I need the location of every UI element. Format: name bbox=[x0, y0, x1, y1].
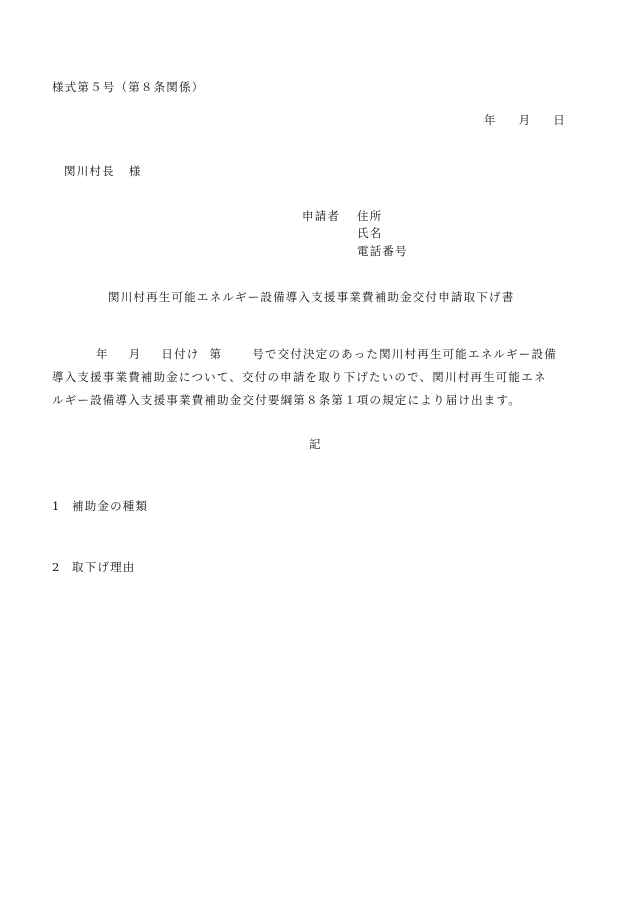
list-item bbox=[52, 562, 136, 574]
addressee-name: 関川村長 bbox=[64, 164, 115, 178]
item-number: 1 bbox=[52, 499, 61, 513]
item-label: 取下げ理由 bbox=[72, 560, 136, 574]
body-dai: 第 bbox=[209, 347, 223, 361]
item-number: 2 bbox=[52, 560, 61, 574]
body-paragraph bbox=[52, 343, 572, 412]
applicant-phone-label: 電話番号 bbox=[357, 244, 408, 258]
list-item bbox=[52, 501, 148, 513]
document-title: 関川村再生可能エネルギー設備導入支援事業費補助金交付申請取下げ書 bbox=[108, 290, 515, 304]
body-line-2: 導入支援事業費補助金について、交付の申請を取り下げたいので、関川村再生可能エネ bbox=[52, 370, 547, 384]
addressee bbox=[64, 166, 142, 178]
body-line-3: ルギー設備導入支援事業費補助金交付要綱第８条第１項の規定により届け出ます。 bbox=[52, 393, 521, 407]
applicant-label: 申請者 bbox=[302, 209, 341, 223]
body-year: 年 bbox=[96, 347, 109, 361]
applicant-address-label: 住所 bbox=[357, 209, 383, 223]
ki-heading: 記 bbox=[309, 437, 322, 451]
addressee-honorific: 様 bbox=[128, 164, 142, 178]
body-line-1-rest: 号で交付決定のあった関川村再生可能エネルギー設備 bbox=[252, 347, 557, 361]
date-month: 月 bbox=[518, 113, 532, 127]
body-line-1 bbox=[52, 343, 572, 366]
body-dated: 日付け bbox=[161, 347, 200, 361]
applicant-name-label: 氏名 bbox=[357, 226, 383, 240]
body-month: 月 bbox=[128, 347, 142, 361]
date-year: 年 bbox=[483, 113, 497, 127]
item-label: 補助金の種類 bbox=[72, 499, 149, 513]
form-number: 様式第５号（第８条関係） bbox=[52, 80, 205, 94]
date-day: 日 bbox=[553, 113, 566, 127]
date-line bbox=[484, 115, 566, 127]
